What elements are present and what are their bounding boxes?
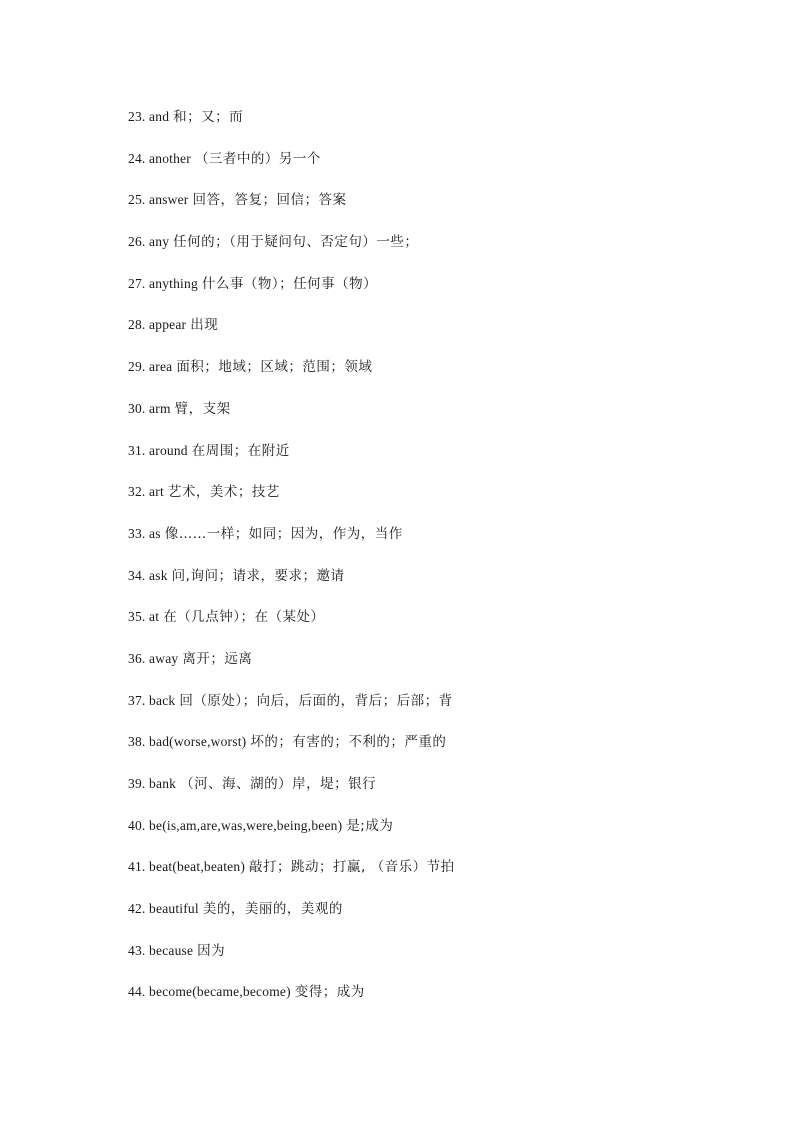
entry-word: 35. at: [128, 609, 160, 625]
entry-meaning: 任何的；（用于疑问句、否定句）一些；: [173, 234, 419, 251]
entry-word: 40. be(is,am,are,was,were,being,been): [128, 817, 343, 833]
entry-word: 34. ask: [128, 567, 168, 583]
vocab-entry: [128, 149, 748, 191]
vocab-entry: [128, 190, 748, 232]
entry-word: 30. arm: [128, 400, 171, 416]
entry-word: 43. because: [128, 942, 194, 958]
entry-word: 38. bad(worse,worst): [128, 734, 247, 750]
vocab-entry: [128, 566, 748, 608]
entry-word: 31. around: [128, 442, 188, 458]
entry-meaning: （河、海、湖的）岸，堤；银行: [180, 776, 377, 792]
entry-word: 29. area: [128, 359, 173, 375]
entry-word: 23. and: [128, 109, 170, 124]
vocab-entry: [128, 607, 748, 649]
entry-meaning: 变得；成为: [294, 984, 365, 1001]
vocab-entry: [128, 399, 748, 441]
vocab-entry: [128, 441, 748, 483]
vocab-entry: [128, 232, 748, 274]
vocab-entry: [128, 816, 748, 858]
entry-word: 28. appear: [128, 317, 187, 333]
entry-meaning: 面积；地域；区域；范围；领域: [176, 359, 373, 376]
entry-meaning: 因为: [197, 942, 226, 959]
entry-meaning: 离开；远离: [182, 650, 253, 667]
vocabulary-list: [128, 107, 748, 1024]
entry-word: 37. back: [128, 692, 176, 708]
vocab-entry: [128, 982, 748, 1024]
entry-meaning: 在（几点钟）；在（某处）: [163, 609, 325, 626]
vocab-entry: [128, 732, 748, 774]
entry-word: 36. away: [128, 650, 179, 666]
vocab-entry: [128, 482, 748, 524]
vocab-entry: [128, 941, 748, 983]
entry-meaning: 臂，支架: [174, 400, 231, 417]
entry-word: 24. another: [128, 150, 191, 166]
entry-meaning: 问,询问；请求，要求；邀请: [171, 567, 345, 584]
entry-meaning: 敲打；跳动；打赢, （音乐）节拍: [249, 859, 455, 876]
entry-meaning: 美的，美丽的，美观的: [202, 901, 343, 918]
entry-meaning: 什么事（物）；任何事（物）: [201, 275, 378, 292]
vocab-entry: [128, 899, 748, 941]
vocab-entry: [128, 774, 748, 816]
entry-meaning: 在周围；在附近: [191, 442, 290, 459]
entry-meaning: 艺术，美术；技艺: [167, 484, 280, 501]
entry-meaning: 出现: [190, 317, 219, 334]
entry-word: 39. bank: [128, 776, 177, 791]
entry-word: 41. beat(beat,beaten): [128, 859, 246, 875]
entry-word: 44. become(became,become): [128, 984, 291, 1000]
entry-word: 25. answer: [128, 192, 189, 208]
entry-meaning: 坏的；有害的；不利的；严重的: [250, 734, 447, 751]
vocab-entry: [128, 857, 748, 899]
vocab-entry: [128, 107, 748, 149]
vocab-entry: [128, 691, 748, 733]
vocab-entry: [128, 357, 748, 399]
entry-meaning: 回答，答复；回信；答案: [192, 192, 347, 209]
entry-meaning: 是;成为: [346, 817, 394, 834]
entry-meaning: 回（原处）；向后，后面的，背后；后部；背: [179, 692, 453, 709]
vocab-entry: [128, 274, 748, 316]
entry-word: 26. any: [128, 234, 170, 250]
entry-meaning: （三者中的）另一个: [194, 150, 321, 167]
entry-meaning: 和；又；而: [173, 109, 244, 125]
entry-meaning: 像……一样；如同；因为，作为，当作: [164, 525, 403, 542]
entry-word: 42. beautiful: [128, 901, 199, 917]
entry-word: 32. art: [128, 484, 164, 500]
entry-word: 33. as: [128, 525, 161, 541]
entry-word: 27. anything: [128, 275, 198, 291]
vocab-entry: [128, 524, 748, 566]
vocab-entry: [128, 315, 748, 357]
vocab-entry: [128, 649, 748, 691]
